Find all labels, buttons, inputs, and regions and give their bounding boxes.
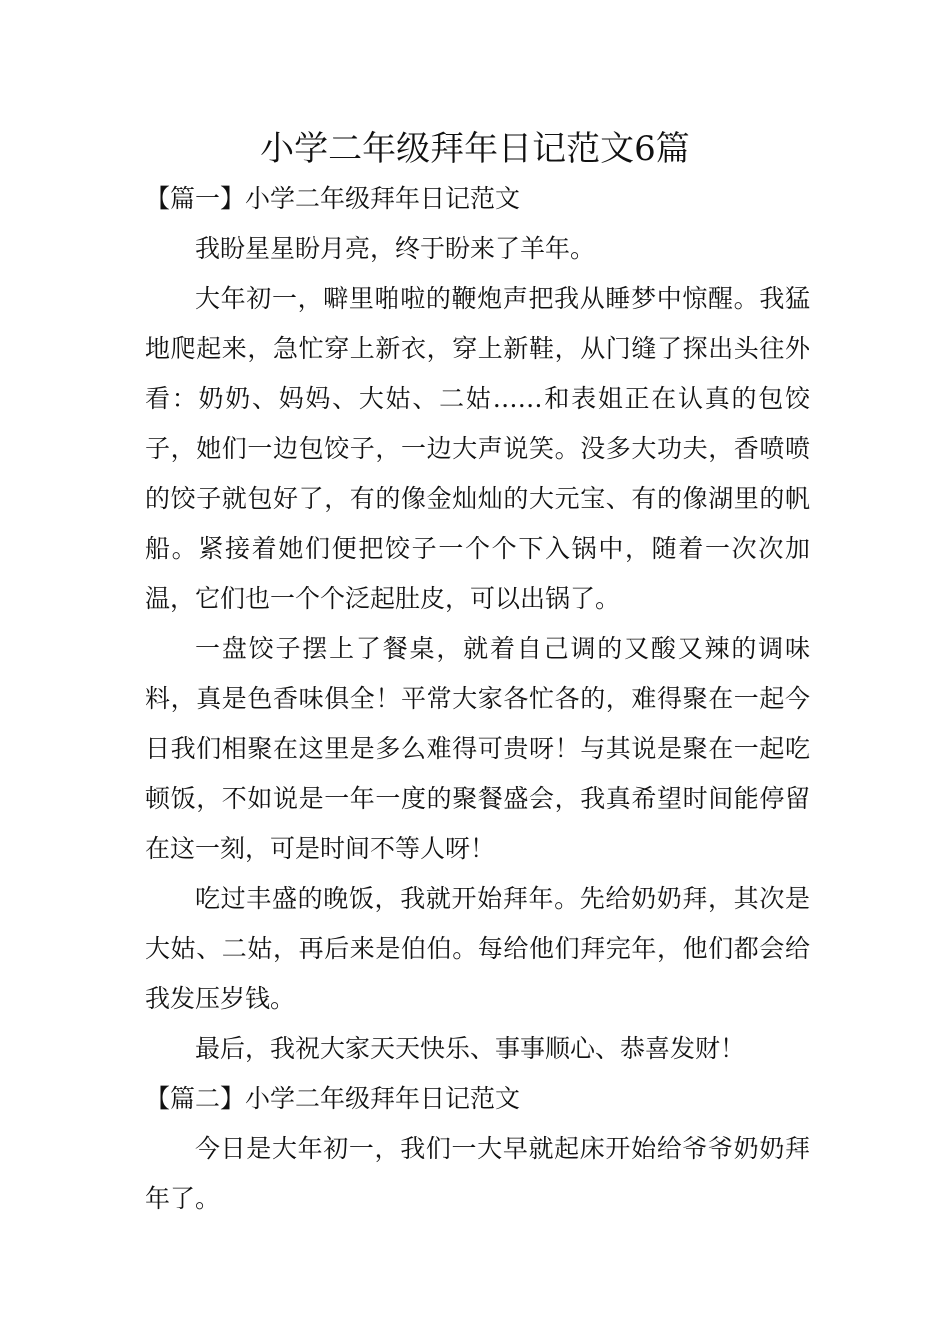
paragraph: 今日是大年初一，我们一大早就起床开始给爷爷奶奶拜年了。 <box>145 1134 810 1213</box>
section-heading: 【篇一】小学二年级拜年日记范文 <box>145 184 521 213</box>
paragraph: 最后，我祝大家天天快乐、事事顺心、恭喜发财！ <box>195 1034 746 1063</box>
paragraph: 我盼星星盼月亮，终于盼来了羊年。 <box>195 234 596 263</box>
document-title: 小学二年级拜年日记范文6篇 <box>260 129 690 169</box>
paragraph: 吃过丰盛的晚饭，我就开始拜年。先给奶奶拜，其次是大姑、二姑，再后来是伯伯。每给他们拜完年，他们都会给我发压岁钱。 <box>145 884 810 1013</box>
document-body <box>145 174 810 1224</box>
section-1 <box>145 174 810 1074</box>
section-2 <box>145 1074 810 1224</box>
paragraph: 大年初一，噼里啪啦的鞭炮声把我从睡梦中惊醒。我猛地爬起来，急忙穿上新衣，穿上新鞋，从门缝了探出头往外看：奶奶、妈妈、大姑、二姑……和表姐正在认真的包饺子，她们一边包饺子，一边大声说笑。没多大功夫，香喷喷的饺子就包好了，有的像金灿灿的大元宝、有的像湖里的帆船。紧接着她们便把饺子一个个下入锅中，随着一次次加温，它们也一个个泛起肚皮，可以出锅了。 <box>145 284 810 613</box>
section-heading: 【篇二】小学二年级拜年日记范文 <box>145 1084 521 1113</box>
paragraph: 一盘饺子摆上了餐桌，就着自己调的又酸又辣的调味料，真是色香味俱全！平常大家各忙各的，难得聚在一起今日我们相聚在这里是多么难得可贵呀！与其说是聚在一起吃顿饭，不如说是一年一度的聚餐盛会，我真希望时间能停留在这一刻，可是时间不等人呀！ <box>145 634 810 863</box>
